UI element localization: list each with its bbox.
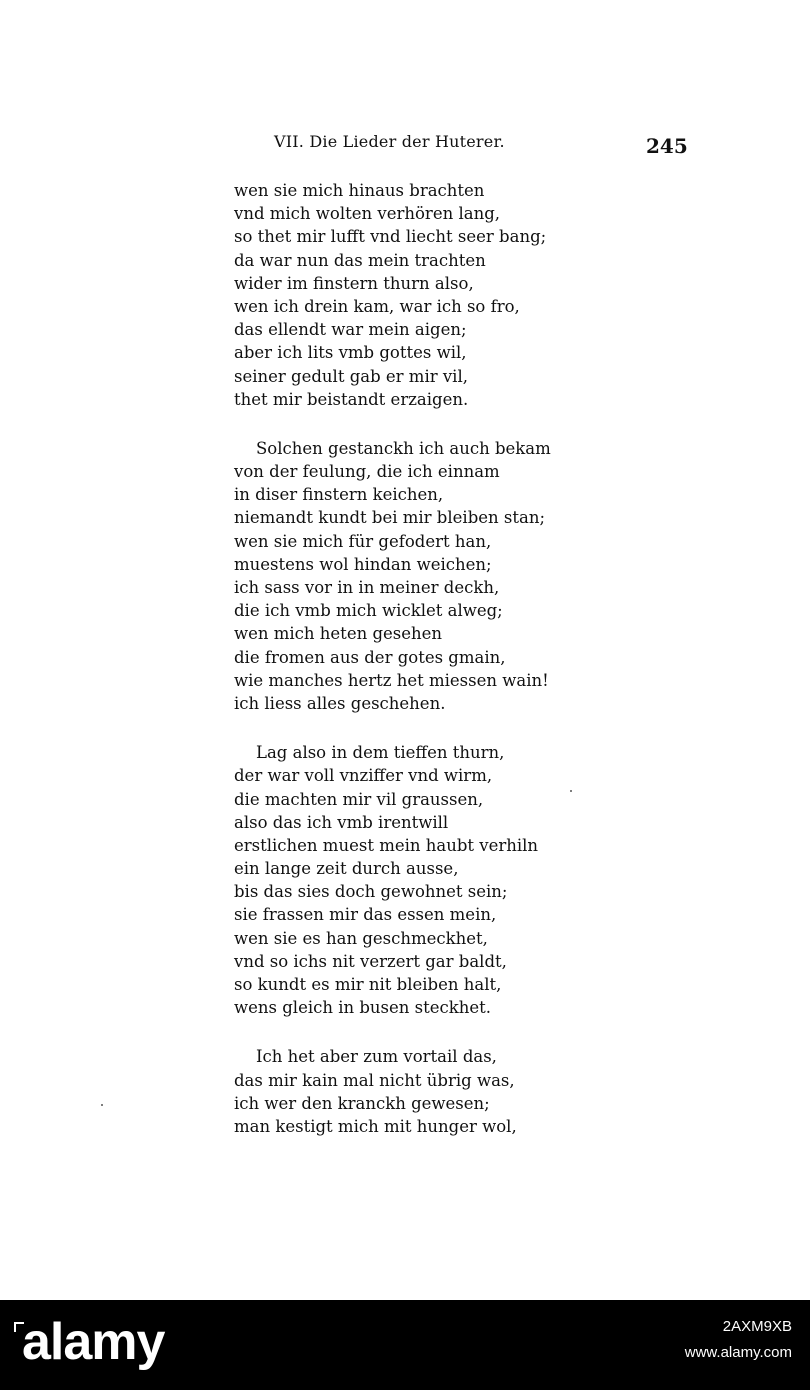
verse-line: man kestigt mich mit hunger wol,	[234, 1116, 517, 1136]
stanza-3	[234, 741, 594, 1019]
verse-line: aber ich lits vmb gottes wil,	[234, 343, 467, 363]
verse-line: die machten mir vil graussen,	[234, 789, 484, 809]
verse-line: sie frassen mir das essen mein,	[234, 905, 497, 925]
print-speck	[570, 790, 572, 792]
stanza-4	[234, 1045, 594, 1138]
verse-line: bis das sies doch gewohnet sein;	[234, 882, 508, 902]
verse-line: erstlichen muest mein haubt verhiln	[234, 835, 539, 855]
verse-line: Solchen gestanckh ich auch bekam	[256, 438, 551, 458]
verse-line: wen sie es han geschmeckhet,	[234, 928, 488, 948]
verse-line: wen mich heten gesehen	[234, 624, 443, 644]
verse-line: muestens wol hindan weichen;	[234, 554, 492, 574]
verse-line: wen sie mich für gefodert han,	[234, 531, 492, 551]
poem-text	[234, 179, 594, 1164]
stanza-2	[234, 437, 594, 715]
alamy-logo: alamy	[22, 1313, 165, 1371]
verse-line: das mir kain mal nicht übrig was,	[234, 1070, 515, 1090]
verse-line: thet mir beistandt erzaigen.	[234, 389, 469, 409]
verse-line: so thet mir lufft vnd liecht seer bang;	[234, 227, 547, 247]
verse-line: von der feulung, die ich einnam	[234, 462, 500, 482]
verse-line: wens gleich in busen steckhet.	[234, 998, 492, 1018]
page-number: 245	[646, 134, 688, 158]
verse-line: so kundt es mir nit bleiben halt,	[234, 975, 502, 994]
verse-line: niemandt kundt bei mir bleiben stan;	[234, 508, 546, 528]
verse-line: ich wer den kranckh gewesen;	[234, 1093, 490, 1113]
verse-line: vnd mich wolten verhören lang,	[234, 204, 500, 224]
verse-line: ich liess alles geschehen.	[234, 693, 446, 713]
verse-line: vnd so ichs nit verzert gar baldt,	[234, 951, 507, 971]
verse-line: da war nun das mein trachten	[234, 250, 486, 270]
verse-line: Lag also in dem tieffen thurn,	[256, 743, 505, 763]
verse-line: seiner gedult gab er mir vil,	[234, 366, 468, 386]
stanza-1	[234, 179, 594, 411]
verse-line: das ellendt war mein aigen;	[234, 320, 467, 340]
verse-line: wider im finstern thurn also,	[234, 273, 474, 293]
verse-line: ich sass vor in in meiner deckh,	[234, 578, 500, 597]
verse-line: also das ich vmb irentwill	[234, 812, 449, 832]
verse-line: die fromen aus der gotes gmain,	[234, 647, 506, 667]
stock-watermark-bar	[0, 1300, 810, 1390]
site-url: www.alamy.com	[684, 1344, 792, 1361]
verse-line: wen ich drein kam, war ich so fro,	[234, 296, 520, 316]
image-id: 2AXM9XB	[722, 1318, 792, 1335]
verse-line: wen sie mich hinaus brachten	[234, 181, 485, 200]
verse-line: der war voll vnziffer vnd wirm,	[234, 766, 493, 786]
running-head: VII. Die Lieder der Huterer.	[274, 132, 505, 151]
print-speck	[101, 1104, 103, 1106]
verse-line: wie manches hertz het miessen wain!	[234, 670, 549, 690]
verse-line: Ich het aber zum vortail das,	[256, 1047, 497, 1067]
verse-line: die ich vmb mich wicklet alweg;	[234, 601, 503, 621]
verse-line: in diser finstern keichen,	[234, 485, 444, 505]
verse-line: ein lange zeit durch ausse,	[234, 859, 459, 879]
